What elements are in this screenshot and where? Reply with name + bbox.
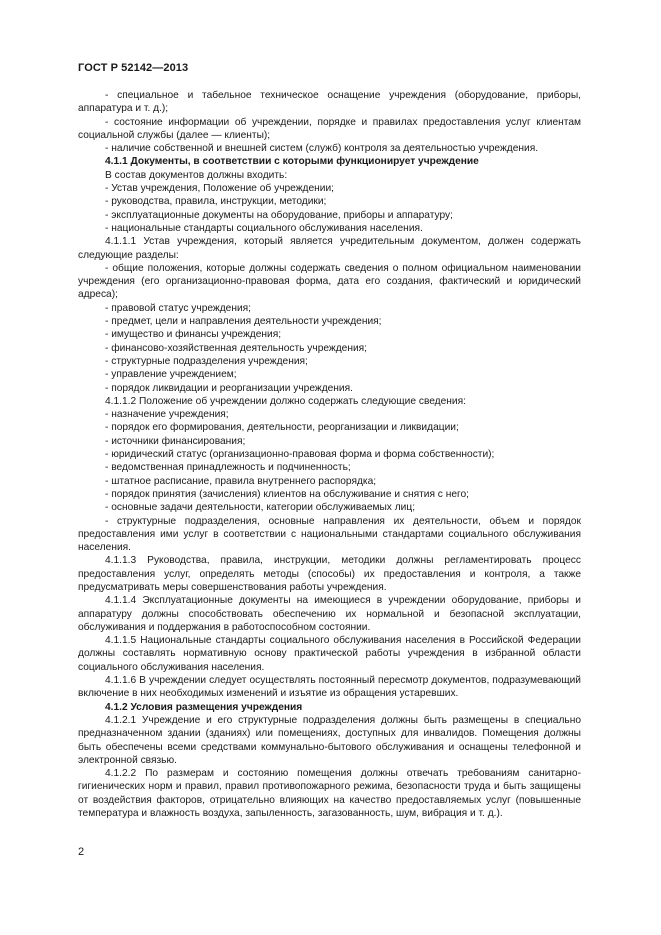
paragraph: - структурные подразделения, основные направления их деятельности, объем и порядок предоставления ими услуг в соответствии с национальными стандартами социального обслуживания населения. — [78, 515, 581, 554]
document-body — [78, 89, 581, 820]
section-heading: 4.1.2 Условия размещения учреждения — [105, 701, 303, 713]
paragraph: - назначение учреждения; — [105, 409, 229, 421]
paragraph: 4.1.1.2 Положение об учреждении должно содержать следующие сведения: — [105, 395, 466, 407]
document-header: ГОСТ Р 52142—2013 — [78, 62, 189, 74]
paragraph: - основные задачи деятельности, категории обслуживаемых лиц; — [105, 502, 416, 514]
paragraph: 4.1.1.6 В учреждении следует осуществлять постоянный пересмотр документов, подразумевающий включение в них необходимых изменений и изъятие из обращения устаревших. — [78, 675, 581, 700]
paragraph: - состояние информации об учреждении, порядке и правилах предоставления услуг клиентам социальной службы (далее — клиенты); — [78, 116, 581, 141]
paragraph: - национальные стандарты социального обслуживания населения. — [105, 222, 423, 234]
section-heading: 4.1.1 Документы, в соответствии с которыми функционирует учреждение — [105, 156, 479, 168]
paragraph: - штатное расписание, правила внутреннего распорядка; — [105, 475, 377, 487]
paragraph: - Устав учреждения, Положение об учреждении; — [105, 183, 334, 195]
paragraph: 4.1.1.1 Устав учреждения, который является учредительным документом, должен содержать следующие разделы: — [78, 236, 581, 261]
paragraph: - наличие собственной и внешней систем (служб) контроля за деятельностью учреждения. — [105, 143, 539, 155]
page-number: 2 — [78, 846, 85, 858]
paragraph: - порядок принятия (зачисления) клиентов на обслуживание и снятия с него; — [105, 488, 470, 500]
paragraph: 4.1.1.4 Эксплуатационные документы на имеющиеся в учреждении оборудование, приборы и аппаратуру должны способствовать обеспечению их нормальной и безопасной эксплуатации, обслуживания и поддержания в работоспособном состоянии. — [78, 595, 581, 633]
paragraph: - структурные подразделения учреждения; — [105, 355, 308, 367]
paragraph: - общие положения, которые должны содержать сведения о полном официальном наименовании учреждения (его организационно-правовая форма, дата его создания, фактический и юридический адреса); — [78, 262, 581, 301]
paragraph: В состав документов должны входить: — [105, 169, 288, 181]
paragraph: 4.1.2.2 По размерам и состоянию помещения должны отвечать требованиям санитарно-гигиенических норм и правил, правил противопожарного режима, безопасности труда и быть защищены от воздействия факторов, отрицательно влияющих на качество предоставляемых услуг (повышенные температура и влажность воздуха, запыленность, загазованность, шум, вибрация и т. д.). — [78, 768, 581, 820]
paragraph: - управление учреждением; — [105, 369, 237, 381]
paragraph: 4.1.1.5 Национальные стандарты социального обслуживания населения в Российской Федерации должны составлять нормативную основу практической работы учреждения в избранной области социального обслуживания населения. — [78, 635, 581, 673]
paragraph: - ведомственная принадлежность и подчиненность; — [105, 462, 351, 474]
paragraph: 4.1.2.1 Учреждение и его структурные подразделения должны быть размещены в специально предназначенном здании (зданиях) или помещениях, доступных для инвалидов. Помещения должны быть обеспечены всеми средствами коммунально-бытового обслуживания и оснащены телефонной и электронной связью. — [78, 714, 581, 766]
paragraph: - специальное и табельное техническое оснащение учреждения (оборудование, приборы, аппаратура и т. д.); — [78, 90, 581, 115]
paragraph: - источники финансирования; — [105, 435, 246, 447]
paragraph: - порядок его формирования, деятельности, реорганизации и ликвидации; — [105, 422, 459, 434]
paragraph: - эксплуатационные документы на оборудование, приборы и аппаратуру; — [105, 209, 453, 221]
paragraph: - руководства, правила, инструкции, методики; — [105, 196, 327, 208]
paragraph: - финансово-хозяйственная деятельность учреждения; — [105, 342, 367, 354]
paragraph: - имущество и финансы учреждения; — [105, 329, 282, 341]
paragraph: - правовой статус учреждения; — [105, 302, 251, 314]
paragraph: 4.1.1.3 Руководства, правила, инструкции, методики должны регламентировать процесс предоставления услуг, определять методы (способы) их предоставления и контроля, а также предусматривать меры совершенствования работы учреждения. — [78, 555, 581, 593]
paragraph: - предмет, цели и направления деятельности учреждения; — [105, 316, 382, 328]
paragraph: - порядок ликвидации и реорганизации учреждения. — [105, 382, 353, 394]
paragraph: - юридический статус (организационно-правовая форма и форма собственности); — [105, 449, 495, 461]
